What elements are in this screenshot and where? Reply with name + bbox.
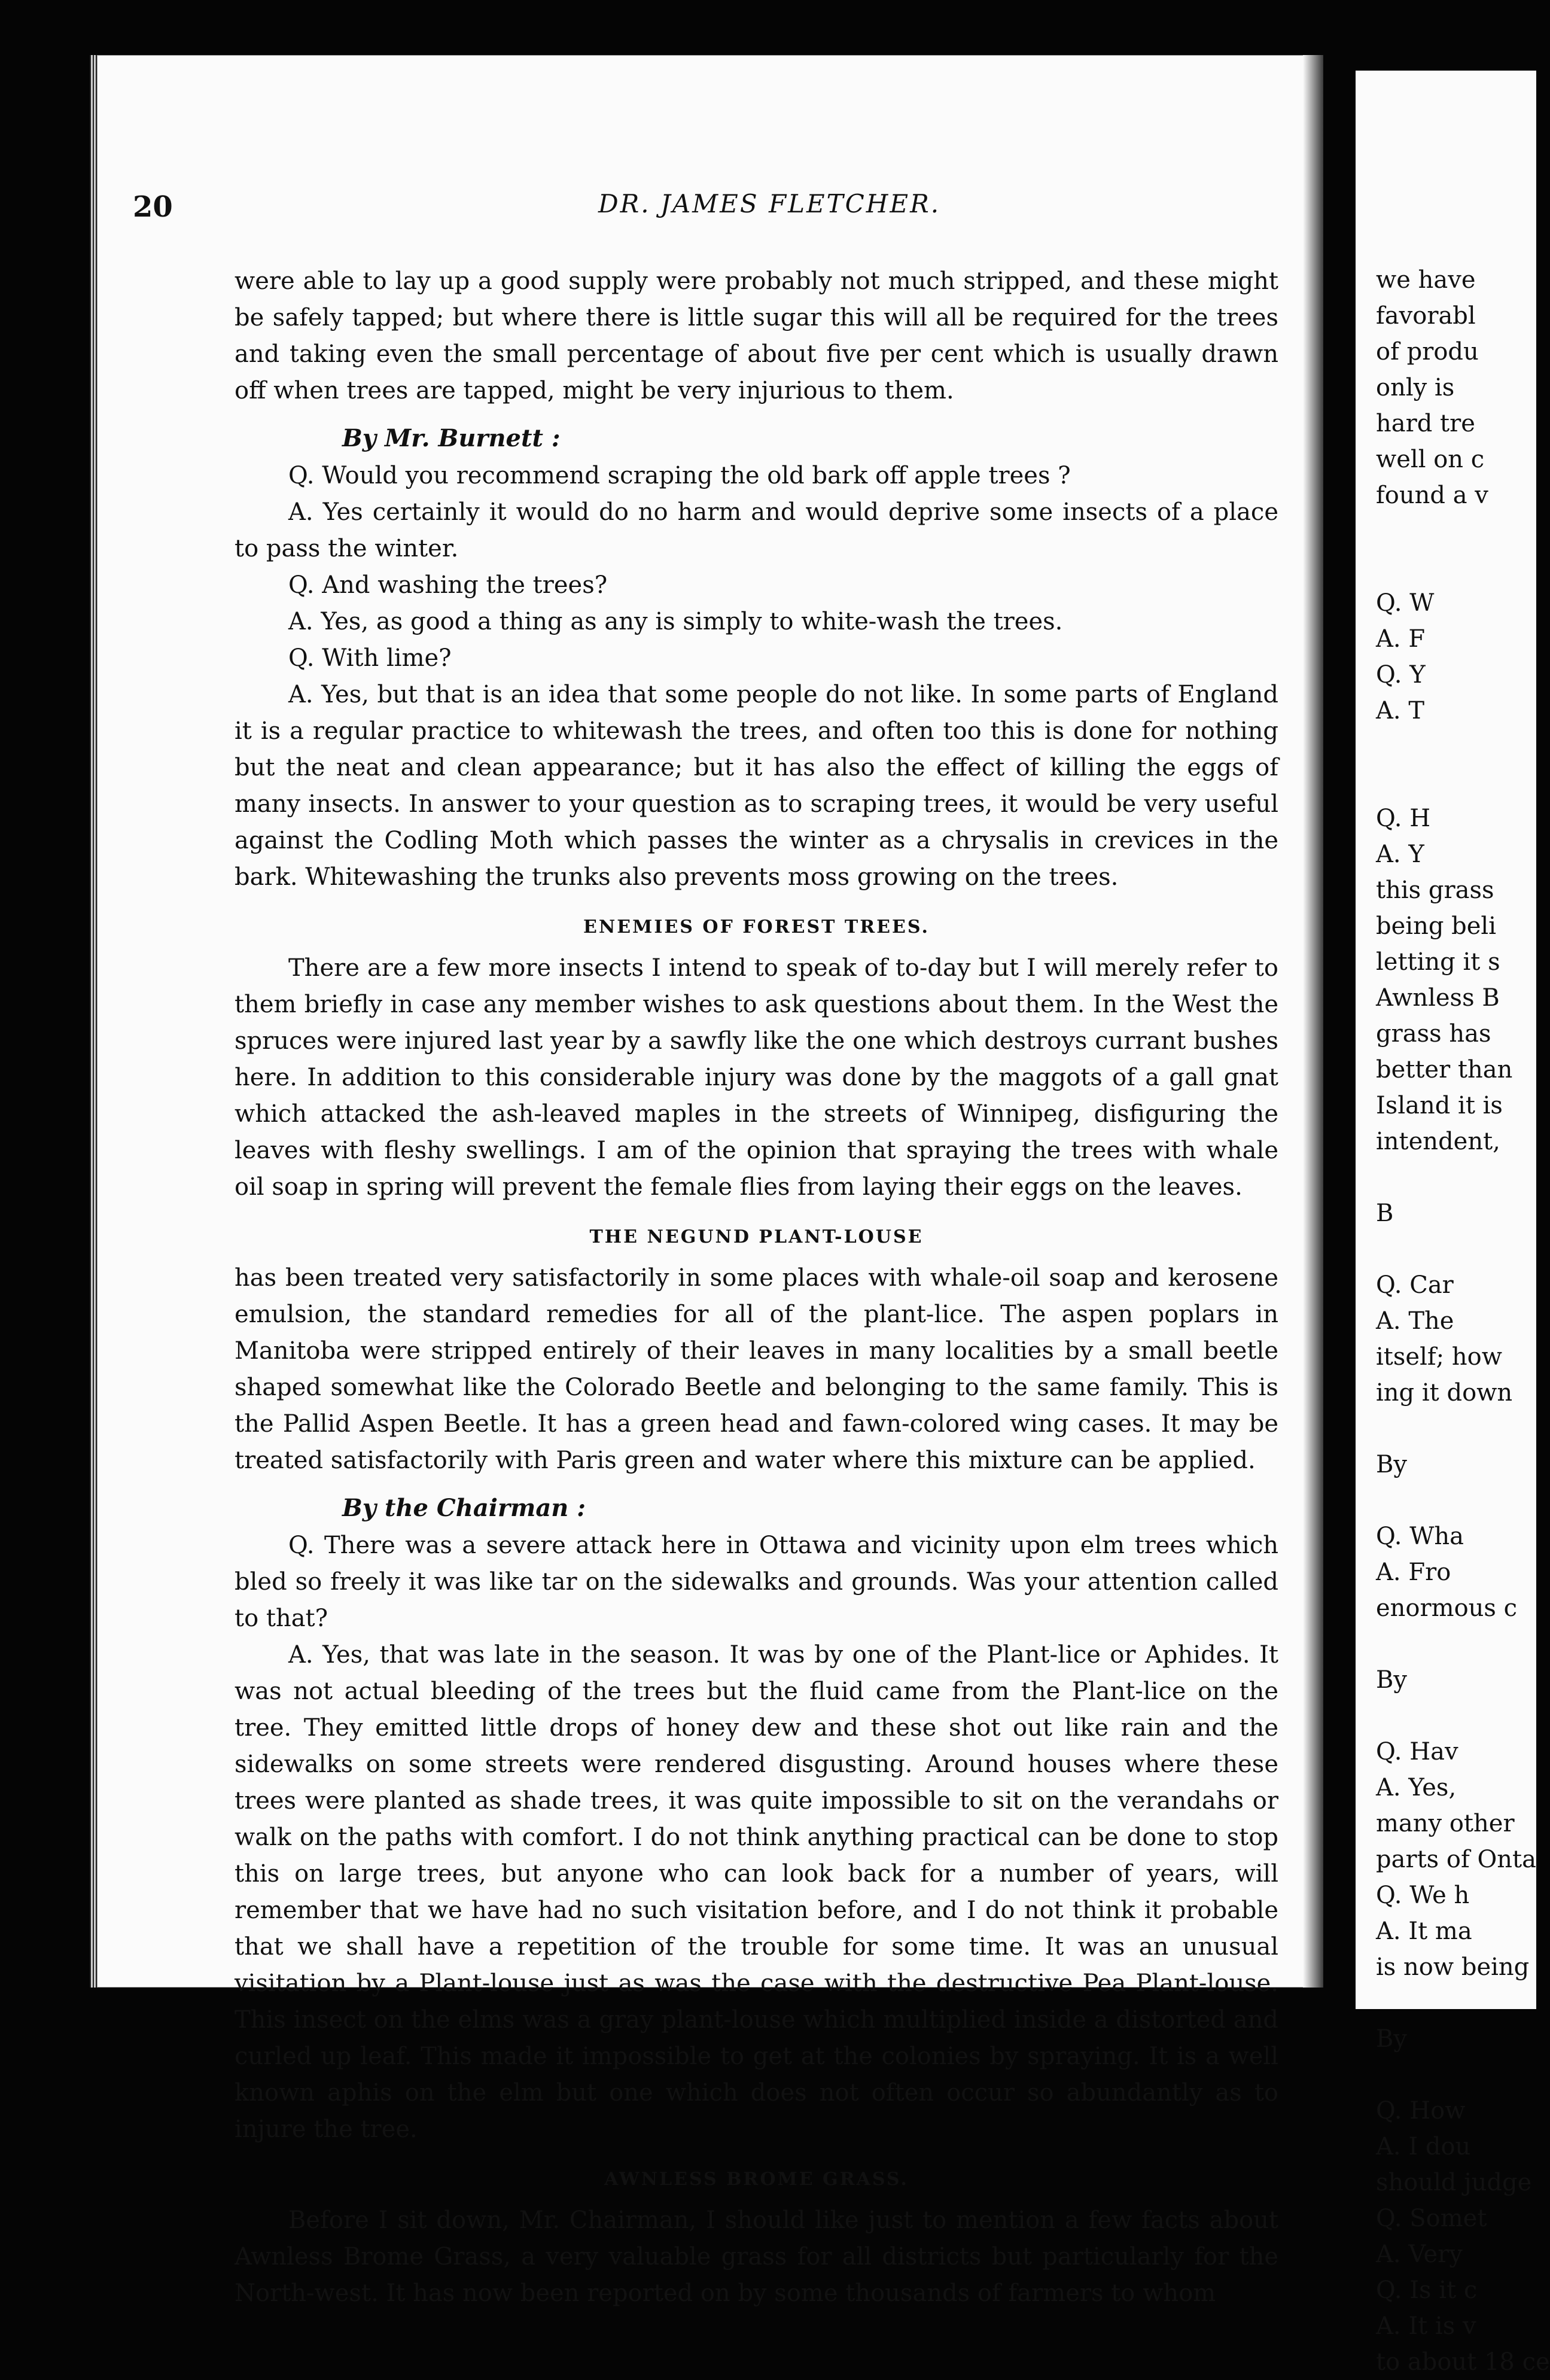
right-page-line: ing it down (1376, 1379, 1513, 1407)
right-page-line: A. T (1376, 697, 1424, 725)
right-page-line: Q. Somet (1376, 2205, 1487, 2232)
right-page-line: A. I dou (1376, 2133, 1471, 2160)
right-page-line: A. It ma (1376, 1918, 1472, 1945)
qa-paragraph: Q. There was a severe attack here in Ottawa and vicinity upon elm trees which bled so freely it was like tar on the sidewalks and grounds. Was your attention called to that? (235, 1532, 1278, 1632)
right-page-line (1376, 1411, 1536, 1447)
right-page-line: A. Very (1376, 2241, 1463, 2268)
right-page-line (1376, 1626, 1536, 1662)
right-page-line: By (1376, 1666, 1407, 1694)
qa-paragraph: Q. And washing the trees? (288, 571, 608, 599)
right-page-line: to about 18 ce (1376, 2348, 1550, 2376)
right-page-line: A. The (1376, 1307, 1454, 1335)
right-page-line: letting it s (1376, 948, 1500, 976)
right-page-line (1376, 765, 1536, 801)
right-page-line: A. F (1376, 625, 1426, 653)
body-paragraph: were able to lay up a good supply were probably not much stripped, and these might be safely tapped; but where there is little sugar this will all be required for the trees and taking even the small percentage of about five per cent which is usually drawn off when trees are tapped, might be very injurious to them. (235, 267, 1278, 404)
right-page-line: Q. Wha (1376, 1523, 1464, 1550)
right-page-line: itself; how (1376, 1343, 1502, 1371)
right-page-body (1376, 262, 1550, 2380)
right-page-line (1376, 2057, 1536, 2093)
right-page-line: enormous c (1376, 1594, 1518, 1622)
right-page-line: Island it is (1376, 1092, 1503, 1119)
right-page-line: well on c (1376, 446, 1485, 473)
right-page-line (1376, 1985, 1536, 2021)
right-page-line: By (1376, 2025, 1407, 2053)
right-page-line: Q. Hav (1376, 1738, 1458, 1766)
section-heading: ENEMIES OF FOREST TREES. (583, 917, 930, 938)
right-page (1356, 71, 1550, 2376)
right-page-line: only is (1376, 374, 1455, 401)
qa-paragraph: A. Yes, that was late in the season. It was by one of the Plant-lice or Aphides. It was not actual bleeding of the trees but the fluid came from the Plant-lice on the tree. They emitted little drops of honey dew and these shot out like rain and the sidewalks on some streets were rendered disgusting. Around houses where these trees were planted as shade trees, it was quite impossible to sit on the verandahs or walk on the paths with comfort. I do not think anything practical can be done to stop this on large trees, but anyone who can look back for a number of years, will remember that we have had no such visitation before, and I do not think it probable that we shall have a repetition of the trouble for some time. It was an unusual visitation by a Plant-louse just as was the case with the destructive Pea Plant-louse. This insect on the elms was a gray plant-louse which multiplied inside a distorted and curled up leaf. This made it impossible to get at the colonies by spraying. It is a well known aphis on the elm but one which does not often occur so abundantly as to injure the tree. (235, 1641, 1278, 2143)
right-page-line: is now being (1376, 1953, 1530, 1981)
running-head: DR. JAMES FLETCHER. (598, 189, 941, 218)
body-paragraph: Before I sit down, Mr. Chairman, I should like just to mention a few facts about Awnless Brome Grass, a very valuable grass for all districts but particularly for the North-west. It has now been reported on by some thousands of farmers to whom (235, 2206, 1278, 2307)
right-page-line: Q. Car (1376, 1271, 1454, 1299)
right-page-line: we have (1376, 266, 1476, 294)
right-page-line: Q. We h (1376, 1882, 1470, 1909)
right-page-line (1376, 1231, 1536, 1267)
speaker-label: By the Chairman : (342, 1494, 586, 1522)
qa-paragraph: Q. Would you recommend scraping the old bark off apple trees ? (288, 462, 1071, 489)
right-page-line: hard tre (1376, 410, 1475, 437)
right-page-line: of produ (1376, 338, 1479, 366)
right-page-line: should judge (1376, 2169, 1532, 2196)
right-page-line: Q. How (1376, 2097, 1466, 2125)
body-paragraph: There are a few more insects I intend to speak of to-day but I will merely refer to them briefly in case any member wishes to ask questions about them. In the West the spruces were injured last year by a sawfly like the one which destroys currant bushes here. In addition to this considerable injury was done by the maggots of a gall gnat which attacked the ash-leaved maples in the streets of Winnipeg, disfiguring the leaves with fleshy swellings. I am of the opinion that spraying the trees with whale oil soap in spring will prevent the female flies from laying their eggs on the leaves. (235, 954, 1278, 1201)
right-page-line: this grass (1376, 876, 1494, 904)
right-page-line: found a v (1376, 482, 1488, 509)
right-page-line: Q. Y (1376, 661, 1426, 689)
right-page-line: Q. Is it c (1376, 2276, 1478, 2304)
right-page-line: intendent, (1376, 1128, 1500, 1155)
right-page-line: Awnless B (1376, 984, 1500, 1012)
right-page-line: favorabl (1376, 302, 1476, 330)
right-page-line: parts of Onta (1376, 1846, 1536, 1873)
qa-paragraph: A. Yes certainly it would do no harm and would deprive some insects of a place to pass the winter. (235, 498, 1278, 562)
section-heading: THE NEGUND PLANT-LOUSE (589, 1226, 924, 1247)
right-page-line: better than (1376, 1056, 1513, 1084)
right-page-line (1376, 1698, 1536, 1734)
right-page-line: A. Fro (1376, 1559, 1451, 1586)
right-page-line (1376, 549, 1536, 585)
qa-paragraph: A. Yes, but that is an idea that some people do not like. In some parts of England it is a regular practice to whitewash the trees, and often too this is done for nothing but the neat and clean appearance; but it has also the effect of killing the eggs of many insects. In answer to your question as to scraping trees, it would be very useful against the Codling Moth which passes the winter as a chrysalis in crevices in the bark. Whitewashing the trunks also prevents moss growing on the trees. (235, 681, 1278, 891)
right-page-line: A. Y (1376, 841, 1424, 868)
right-page-line: grass has (1376, 1020, 1491, 1048)
gutter-shadow (1303, 55, 1323, 1988)
right-page-line: Q. H (1376, 805, 1431, 832)
right-page-line: B (1376, 1200, 1394, 1227)
right-page-line: being beli (1376, 912, 1497, 940)
right-page-line: many other (1376, 1810, 1515, 1837)
right-page-line: By (1376, 1451, 1407, 1478)
right-page-line (1376, 1483, 1536, 1518)
section-heading: AWNLESS BROME GRASS. (604, 2169, 909, 2190)
right-page-line (1376, 513, 1536, 549)
body-paragraph: has been treated very satisfactorily in some places with whale-oil soap and kerosene emulsion, the standard remedies for all of the plant-lice. The aspen poplars in Manitoba were stripped entirely of their leaves in many localities by a small beetle shaped somewhat like the Colorado Beetle and belonging to the same family. This is the Pallid Aspen Beetle. It has a green head and fawn-colored wing cases. It may be treated satisfactorily with Paris green and water where this mixture can be applied. (235, 1264, 1278, 1474)
right-page-line (1376, 729, 1536, 765)
speaker-label: By Mr. Burnett : (342, 424, 561, 452)
page-number: 20 (133, 190, 173, 224)
qa-paragraph: Q. With lime? (288, 644, 452, 672)
left-page-body (235, 263, 1278, 2312)
qa-paragraph: A. Yes, as good a thing as any is simply to white-wash the trees. (288, 608, 1063, 635)
right-page-line (1376, 1159, 1536, 1195)
right-page-line: Q. W (1376, 589, 1435, 617)
right-page-line: A. It is v (1376, 2312, 1476, 2340)
right-page-line: A. Yes, (1376, 1774, 1457, 1801)
